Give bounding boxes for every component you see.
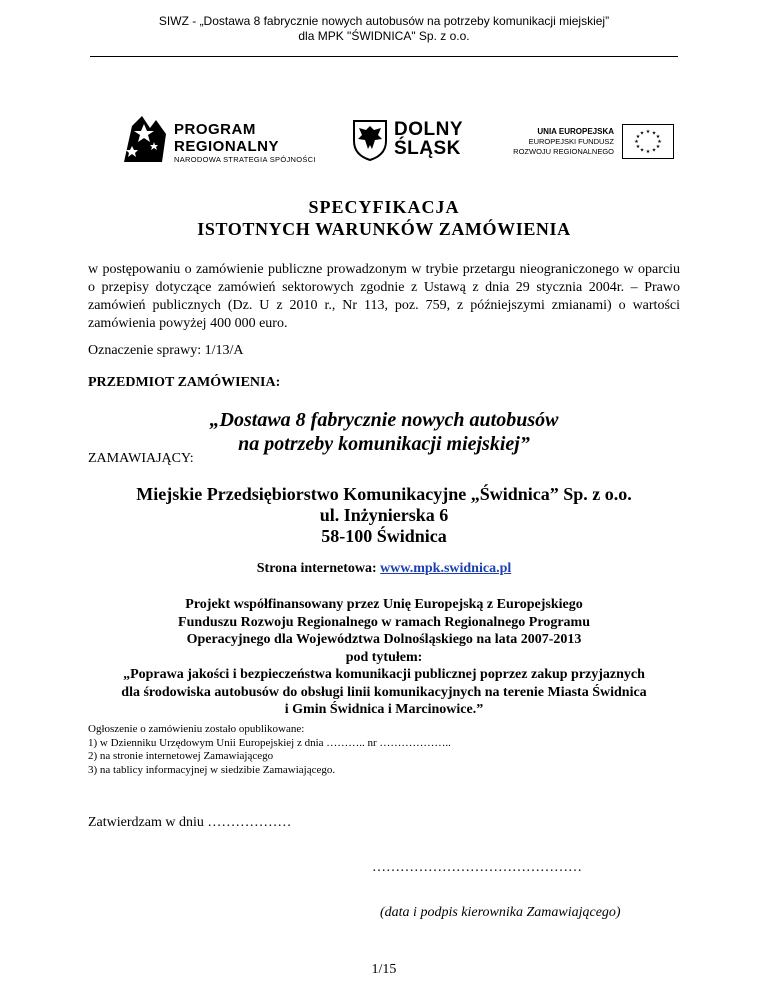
svg-text:★: ★ (645, 149, 651, 155)
svg-text:★: ★ (655, 134, 661, 140)
dolny-slask-eagle-icon (352, 117, 388, 161)
project-line1: Projekt współfinansowany przez Unię Europejską z Europejskiego (185, 597, 583, 612)
eu-logo-line1: UNIA EUROPEJSKA (537, 127, 614, 136)
svg-text:★: ★ (635, 144, 641, 150)
website-link[interactable]: www.mpk.swidnica.pl (380, 561, 512, 576)
project-line6: dla środowiska autobusów do obsługi linii komunikacyjnych na terenie Miasta Świdnica (121, 684, 647, 700)
subject-line2: na potrzeby komunikacji miejskiej” (238, 433, 530, 455)
website-label: Strona internetowa: (256, 561, 377, 576)
dolny-logo-line1: DOLNY (394, 119, 463, 140)
eu-logo-line3: ROZWOJU REGIONALNEGO (513, 147, 614, 156)
project-line7: i Gmin Świdnica i Marcinowice.” (284, 702, 484, 717)
notice-block (88, 723, 451, 777)
eu-logo-line2: EUROPEJSKI FUNDUSZ (528, 137, 614, 146)
page-number: 1/15 (371, 962, 397, 977)
intro-paragraph: w postępowaniu o zamówienie publiczne prowadzonym w trybie przetargu nieograniczonego w oparciu o przepisy dotyczące zamówień sektorowych zgodnie z Ustawą z dnia 29 stycznia 2004r. – Prawo zamówień publicznych (Dz. U z 2010 r., Nr 113, poz. 759, z późniejszymi zmianami) o wartości zamówienia powyżej 400 000 euro. (88, 262, 680, 331)
svg-text:★: ★ (651, 147, 657, 154)
program-logo-line2: REGIONALNY (174, 138, 280, 155)
buyer-label: ZAMAWIAJĄCY: (88, 451, 194, 466)
signature-dots: ……………………………………… (372, 860, 582, 875)
svg-text:★: ★ (639, 130, 645, 137)
program-logo-line3: NARODOWA STRATEGIA SPÓJNOŚCI (174, 155, 316, 164)
doc-title-line2: ISTOTNYCH WARUNKÓW ZAMÓWIENIA (197, 219, 571, 239)
program-regionalny-logo-icon (122, 112, 170, 164)
project-line3: Operacyjnego dla Województwa Dolnośląskiego na lata 2007-2013 (186, 632, 582, 647)
website-line (0, 561, 768, 577)
svg-text:★: ★ (645, 129, 651, 135)
svg-text:★: ★ (639, 147, 645, 154)
program-logo-line1: PROGRAM (174, 121, 256, 138)
notice-line2: 1) w Dzienniku Urzędowym Unii Europejskiej z dnia ……….. nr ……………….. (88, 736, 451, 749)
notice-line1: Ogłoszenie o zamówieniu zostało opublikowane: (88, 723, 305, 735)
case-number: Oznaczenie sprawy: 1/13/A (88, 343, 244, 358)
subject-line1: „Dostawa 8 fabrycznie nowych autobusów (209, 409, 559, 431)
eu-flag-icon (622, 124, 674, 159)
notice-line4: 3) na tablicy informacyjnej w siedzibie Zamawiającego. (88, 763, 336, 776)
svg-text:★: ★ (651, 130, 657, 137)
approve-line: Zatwierdzam w dniu ……………… (88, 815, 292, 830)
signature-caption: (data i podpis kierownika Zamawiającego) (380, 905, 621, 920)
doc-title-line1: SPECYFIKACJA (308, 197, 460, 217)
buyer-city: 58-100 Świdnica (321, 526, 447, 546)
buyer-name: Miejskie Przedsiębiorstwo Komunikacyjne „Świdnica” Sp. z o.o. (136, 484, 632, 504)
project-line2: Funduszu Rozwoju Regionalnego w ramach Regionalnego Programu (178, 614, 590, 630)
subject-label: PRZEDMIOT ZAMÓWIENIA: (88, 375, 281, 390)
running-header-line2: dla MPK "ŚWIDNICA" Sp. z o.o. (298, 29, 470, 43)
project-line4: pod tytułem: (345, 649, 423, 665)
svg-text:★: ★ (657, 139, 662, 145)
project-block (0, 596, 768, 719)
notice-line3: 2) na stronie internetowej Zamawiającego (88, 750, 274, 762)
dolny-logo-line2: ŚLĄSK (394, 138, 461, 159)
svg-text:★: ★ (655, 144, 661, 150)
project-line5: „Poprawa jakości i bezpieczeństwa komunikacji publicznej poprzez zakup przyjaznych (123, 667, 645, 682)
running-header-line1: SIWZ - „Dostawa 8 fabrycznie nowych autobusów na potrzeby komunikacji miejskiej” (158, 14, 610, 28)
svg-text:★: ★ (635, 134, 641, 140)
header-rule (90, 56, 678, 57)
buyer-street: ul. Inżynierska 6 (319, 505, 449, 525)
svg-text:★: ★ (634, 139, 639, 145)
